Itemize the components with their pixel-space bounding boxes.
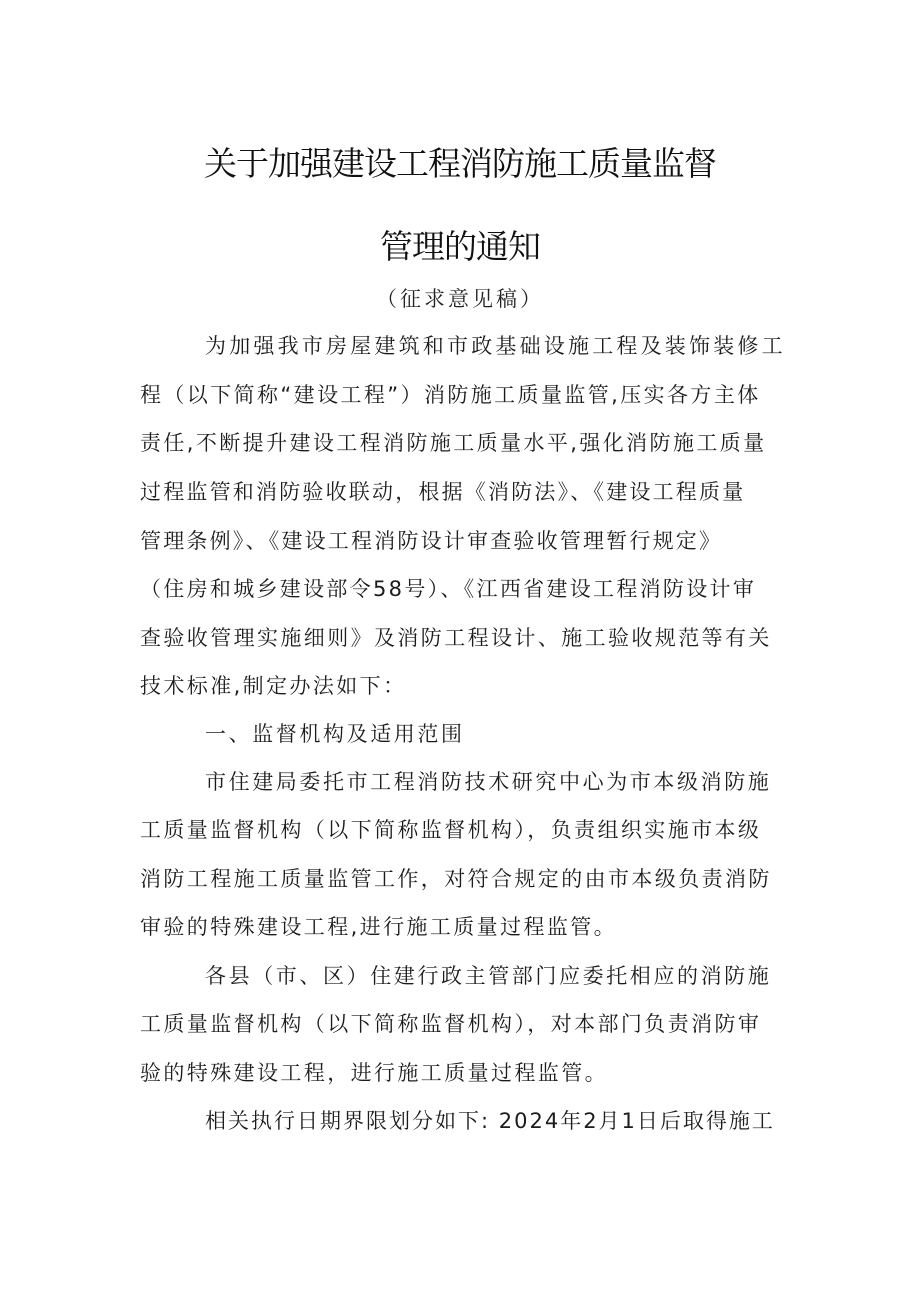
paragraph-1-line-6: （住房和城乡建设部令58号）、《江西省建设工程消防设计审 xyxy=(140,577,757,601)
paragraph-5-line-1: 相关执行日期界限划分如下: 2024年2月1日后取得施工 xyxy=(205,1109,775,1133)
document-title-line-2: 管理的通知 xyxy=(380,227,540,266)
paragraph-1-line-5: 管理条例》、《建设工程消防设计审查验收管理暂行规定》 xyxy=(140,529,723,553)
paragraph-1-line-1: 为加强我市房屋建筑和市政基础设施工程及装饰装修工 xyxy=(205,334,786,358)
section-heading-1: 一、监督机构及适用范围 xyxy=(205,722,465,746)
paragraph-1-line-7: 查验收管理实施细则》及消防工程设计、施工验收规范等有关 xyxy=(140,626,772,650)
paragraph-4-line-3: 验的特殊建设工程，进行施工质量过程监管。 xyxy=(140,1061,608,1085)
paragraph-3-line-4: 审验的特殊建设工程,进行施工质量过程监管。 xyxy=(140,915,618,939)
document-subtitle: （征求意见稿） xyxy=(376,287,544,311)
paragraph-3-line-3: 消防工程施工质量监管工作，对符合规定的由市本级负责消防 xyxy=(140,867,772,891)
paragraph-3-line-1: 市住建局委托市工程消防技术研究中心为市本级消防施 xyxy=(205,770,772,794)
paragraph-1-line-8: 技术标准,制定办法如下： xyxy=(140,674,407,698)
paragraph-1-line-3: 责任,不断提升建设工程消防施工质量水平,强化消防施工质量 xyxy=(140,431,767,455)
paragraph-1-line-4: 过程监管和消防验收联动，根据《消防法》、《建设工程质量 xyxy=(140,480,746,504)
paragraph-4-line-2: 工质量监督机构（以下简称监督机构），对本部门负责消防审 xyxy=(140,1012,762,1036)
paragraph-4-line-1: 各县（市、区）住建行政主管部门应委托相应的消防施 xyxy=(205,964,772,988)
document-title-line-1: 关于加强建设工程消防施工质量监督 xyxy=(204,144,716,183)
paragraph-1-line-2: 程（以下简称“建设工程”）消防施工质量监管,压实各方主体 xyxy=(140,383,761,407)
paragraph-3-line-2: 工质量监督机构（以下简称监督机构），负责组织实施市本级 xyxy=(140,818,762,842)
